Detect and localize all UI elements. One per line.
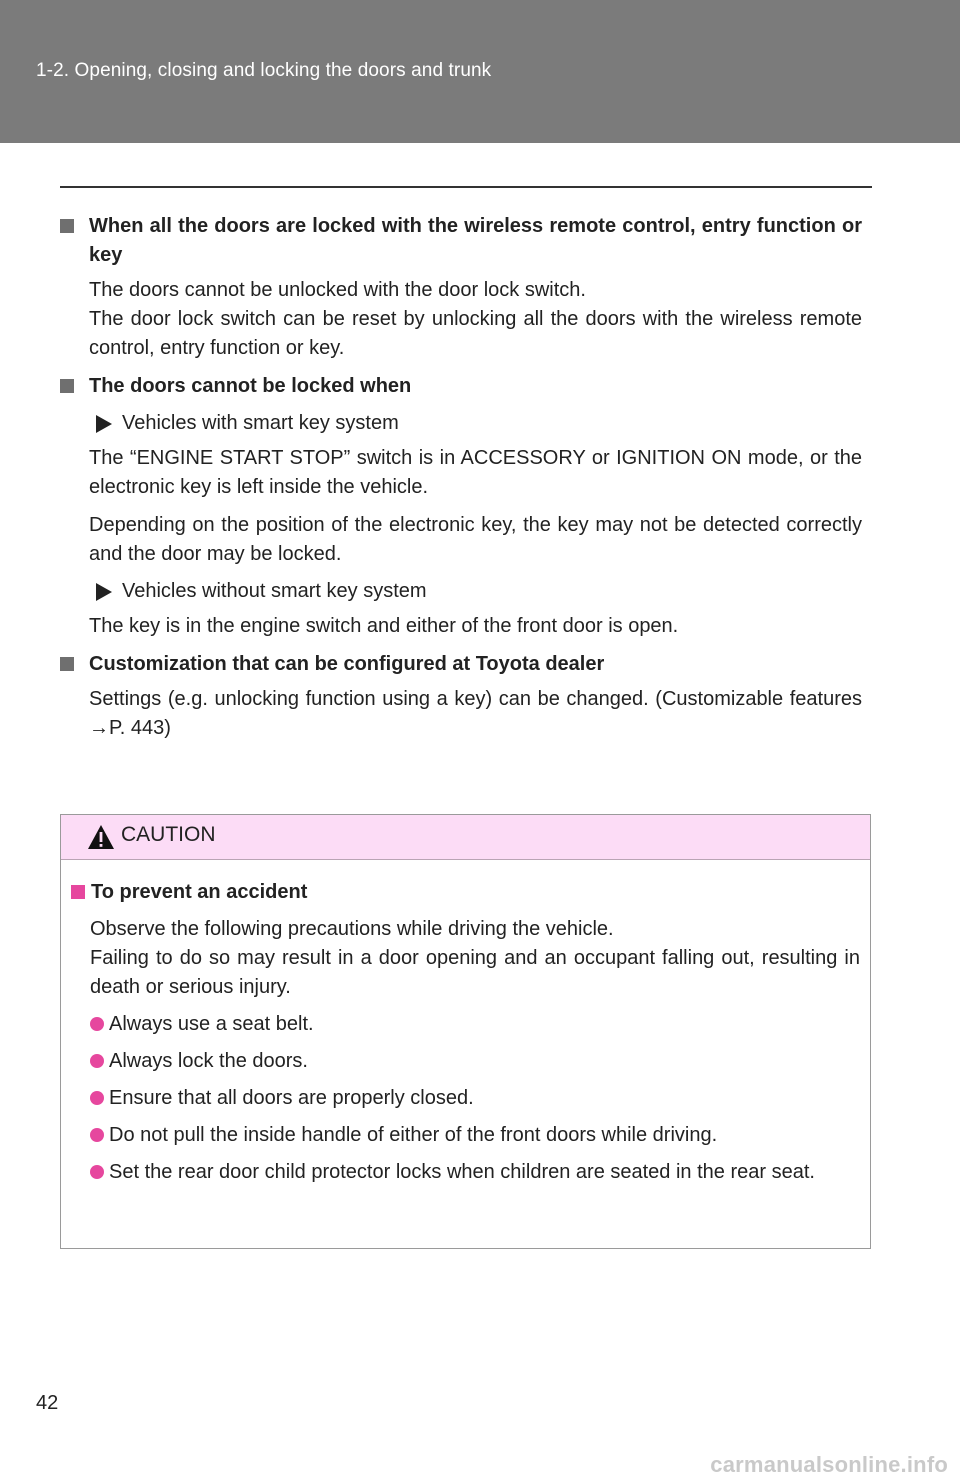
round-bullet-icon	[90, 1054, 104, 1068]
caution-bullet: Set the rear door child protector locks when children are seated in the rear seat.	[90, 1158, 860, 1187]
section-cannot-lock	[60, 372, 862, 641]
watermark: carmanualsonline.info	[710, 1452, 948, 1477]
caution-body	[61, 860, 870, 1187]
caution-bullet: Do not pull the inside handle of either of the front doors while driving.	[90, 1121, 860, 1150]
round-bullet-icon	[90, 1128, 104, 1142]
round-bullet-icon	[90, 1165, 104, 1179]
warning-triangle-icon	[87, 824, 115, 850]
chapter-title: 1-2. Opening, closing and locking the doors and trunk	[36, 60, 492, 81]
page-number: 42	[36, 1392, 59, 1414]
subheading-smart-key: Vehicles with smart key system	[89, 409, 862, 438]
main-content	[60, 212, 862, 743]
section-paragraph: Settings (e.g. unlocking function using a key) can be changed. (Customizable features →P. 443)	[89, 688, 862, 739]
caution-bullet: Ensure that all doors are properly closed.	[90, 1084, 860, 1113]
square-bullet-icon	[60, 379, 74, 393]
caution-bullet: Always lock the doors.	[90, 1047, 860, 1076]
caution-title: CAUTION	[121, 823, 216, 846]
subheading-no-smart-key: Vehicles without smart key system	[89, 577, 862, 606]
section-heading: The doors cannot be locked when	[60, 372, 862, 401]
caution-heading: To prevent an accident	[71, 878, 860, 907]
section-heading: Customization that can be configured at Toyota dealer	[60, 650, 862, 679]
section-customization	[60, 650, 862, 743]
section-paragraph: The key is in the engine switch and either of the front door is open.	[89, 615, 679, 637]
section-heading: When all the doors are locked with the wireless remote control, entry function or key	[60, 212, 862, 270]
square-bullet-icon	[71, 885, 85, 899]
caution-paragraph: Observe the following precautions while driving the vehicle. Failing to do so may result in a door opening and an occupant falling out, resulting in death or serious injury.	[90, 918, 860, 998]
arrow-right-icon	[96, 583, 112, 601]
section-paragraph: Depending on the position of the electronic key, the key may not be detected correctly and the door may be locked.	[89, 514, 862, 565]
caution-header	[61, 815, 870, 860]
arrow-right-icon	[96, 415, 112, 433]
round-bullet-icon	[90, 1017, 104, 1031]
square-bullet-icon	[60, 657, 74, 671]
section-doors-locked-remote	[60, 212, 862, 363]
section-paragraph: The doors cannot be unlocked with the door lock switch. The door lock switch can be reset by unlocking all the doors with the wireless remote control, entry function or key.	[89, 279, 862, 359]
caution-box	[60, 814, 871, 1249]
section-divider	[60, 186, 872, 188]
page-header-band	[0, 0, 960, 143]
square-bullet-icon	[60, 219, 74, 233]
caution-bullet: Always use a seat belt.	[90, 1010, 860, 1039]
section-paragraph: The “ENGINE START STOP” switch is in ACCESSORY or IGNITION ON mode, or the electronic key is left inside the vehicle.	[89, 447, 862, 498]
round-bullet-icon	[90, 1091, 104, 1105]
